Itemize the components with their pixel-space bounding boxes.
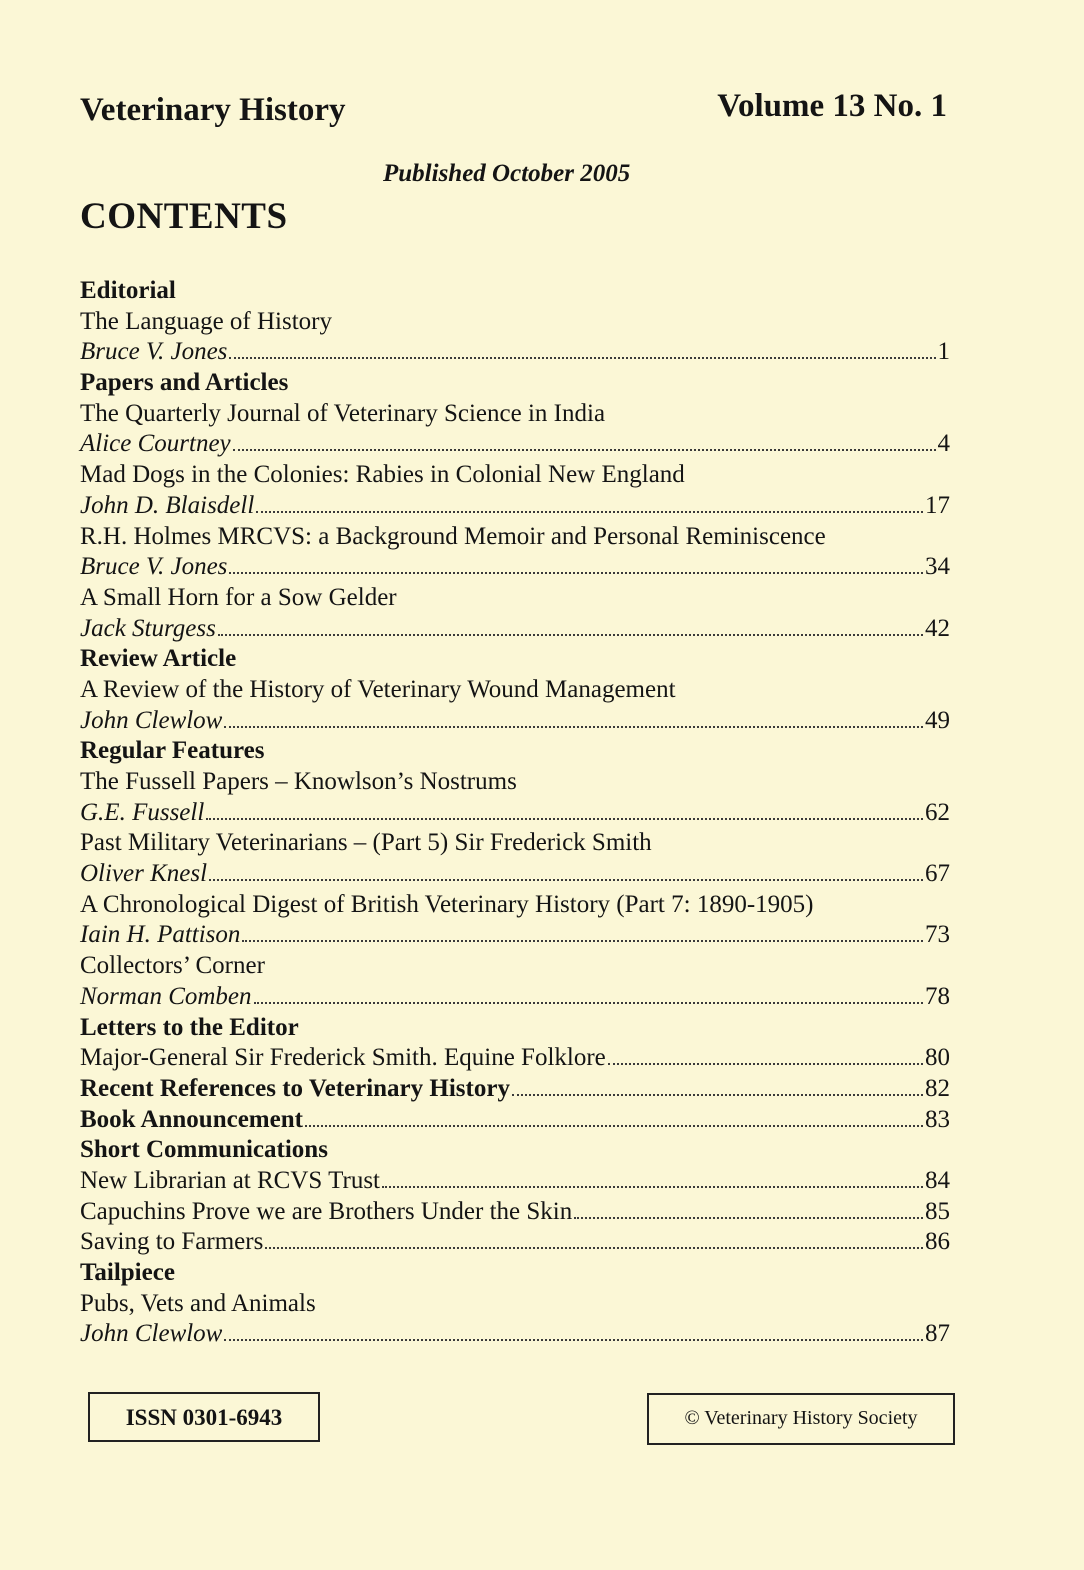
entry-title: Capuchins Prove we are Brothers Under the Skin xyxy=(80,1197,573,1225)
journal-title: Veterinary History xyxy=(80,92,346,128)
toc-author-row xyxy=(80,552,950,583)
author-name: Iain H. Pattison xyxy=(80,921,241,949)
publication-date: Published October 2005 xyxy=(383,160,631,187)
dot-leader xyxy=(265,1246,923,1249)
dot-leader xyxy=(256,510,923,513)
page-number: 4 xyxy=(937,430,950,458)
page-number: 42 xyxy=(925,614,950,642)
page-number: 78 xyxy=(925,982,950,1010)
article-title: The Language of History xyxy=(80,307,333,335)
dot-leader xyxy=(608,1062,923,1065)
page-number: 73 xyxy=(925,921,950,949)
article-title: Collectors’ Corner xyxy=(80,952,265,980)
article-title: The Quarterly Journal of Veterinary Science in India xyxy=(80,399,606,427)
toc-article-title xyxy=(80,675,950,706)
toc-author-row xyxy=(80,1319,950,1350)
author-name: Jack Sturgess xyxy=(80,614,216,642)
section-label: Short Communications xyxy=(80,1136,328,1164)
section-label: Book Announcement xyxy=(80,1105,303,1133)
toc-section-heading xyxy=(80,1258,950,1289)
author-name: Bruce V. Jones xyxy=(80,338,228,366)
toc-section-entry-row xyxy=(80,1105,950,1136)
copyright-box: © Veterinary History Society xyxy=(647,1393,955,1445)
toc-author-row xyxy=(80,491,950,522)
article-title: A Small Horn for a Sow Gelder xyxy=(80,583,397,611)
page-number: 17 xyxy=(925,491,950,519)
author-name: Bruce V. Jones xyxy=(80,553,228,581)
article-title: Pubs, Vets and Animals xyxy=(80,1289,316,1317)
page-number: 82 xyxy=(925,1074,950,1102)
section-label: Editorial xyxy=(80,277,176,304)
dot-leader xyxy=(218,633,923,636)
toc-article-title xyxy=(80,460,950,491)
section-label: Review Article xyxy=(80,645,237,673)
dot-leader xyxy=(305,1124,923,1127)
toc-entry-row xyxy=(80,1166,950,1197)
toc-article-title xyxy=(80,890,950,921)
article-title: Past Military Veterinarians – (Part 5) Sir Frederick Smith xyxy=(80,829,652,857)
entry-title: New Librarian at RCVS Trust xyxy=(80,1166,380,1194)
page-number: 86 xyxy=(925,1228,950,1256)
author-name: Oliver Knesl xyxy=(80,860,208,888)
toc-author-row xyxy=(80,706,950,737)
dot-leader xyxy=(233,448,936,451)
toc-section-heading xyxy=(80,276,950,307)
toc-author-row xyxy=(80,859,950,890)
article-title: R.H. Holmes MRCVS: a Background Memoir and Personal Reminiscence xyxy=(80,522,826,550)
page-number: 84 xyxy=(925,1166,950,1194)
page-number: 83 xyxy=(925,1105,950,1133)
section-label: Letters to the Editor xyxy=(80,1013,299,1041)
toc-author-row xyxy=(80,337,950,368)
section-label: Recent References to Veterinary History xyxy=(80,1074,510,1102)
toc-author-row xyxy=(80,614,950,645)
toc-article-title xyxy=(80,522,950,553)
entry-title: Major-General Sir Frederick Smith. Equine Folklore xyxy=(80,1044,606,1072)
author-name: John Clewlow xyxy=(80,1320,223,1348)
toc-author-row xyxy=(80,429,950,460)
article-title: Mad Dogs in the Colonies: Rabies in Colonial New England xyxy=(80,461,685,489)
dot-leader xyxy=(242,939,923,942)
toc-entry-row xyxy=(80,1197,950,1228)
section-label: Tailpiece xyxy=(80,1259,175,1286)
dot-leader xyxy=(229,571,923,574)
toc-author-row xyxy=(80,798,950,829)
author-name: G.E. Fussell xyxy=(80,798,205,826)
article-title: The Fussell Papers – Knowlson’s Nostrums xyxy=(80,768,517,795)
toc-article-title xyxy=(80,828,950,859)
toc-section-heading xyxy=(80,368,950,399)
page-number: 62 xyxy=(925,798,950,826)
toc-article-title xyxy=(80,307,950,338)
author-name: Alice Courtney xyxy=(80,430,231,458)
toc-section-heading xyxy=(80,1013,950,1044)
article-title: A Review of the History of Veterinary Wound Management xyxy=(80,675,676,703)
page-number: 85 xyxy=(925,1197,950,1225)
table-of-contents xyxy=(80,276,950,1350)
toc-section-heading xyxy=(80,644,950,675)
toc-article-title xyxy=(80,399,950,430)
section-label: Regular Features xyxy=(80,737,265,765)
toc-article-title xyxy=(80,951,950,982)
author-name: John D. Blaisdell xyxy=(80,491,255,519)
toc-article-title xyxy=(80,583,950,614)
dot-leader xyxy=(574,1216,923,1219)
dot-leader xyxy=(229,356,935,359)
toc-section-entry-row xyxy=(80,1074,950,1105)
page-number: 67 xyxy=(925,860,950,888)
author-name: Norman Comben xyxy=(80,982,252,1010)
page-number: 34 xyxy=(925,553,950,581)
toc-section-heading xyxy=(80,736,950,767)
dot-leader xyxy=(209,878,923,881)
toc-author-row xyxy=(80,982,950,1013)
contents-heading: CONTENTS xyxy=(80,196,288,237)
toc-author-row xyxy=(80,920,950,951)
toc-article-title xyxy=(80,1289,950,1320)
toc-article-title xyxy=(80,767,950,798)
issn-box: ISSN 0301-6943 xyxy=(88,1392,320,1442)
page-number: 1 xyxy=(937,338,950,366)
page-number: 49 xyxy=(925,706,950,734)
dot-leader xyxy=(206,817,923,820)
page-number: 87 xyxy=(925,1320,950,1348)
article-title: A Chronological Digest of British Veterinary History (Part 7: 1890-1905) xyxy=(80,890,814,918)
volume-number: Volume 13 No. 1 xyxy=(717,88,947,124)
page-number: 80 xyxy=(925,1044,950,1072)
dot-leader xyxy=(382,1185,923,1188)
dot-leader xyxy=(224,1338,923,1341)
toc-entry-row xyxy=(80,1227,950,1258)
toc-entry-row xyxy=(80,1043,950,1074)
dot-leader xyxy=(224,725,923,728)
author-name: John Clewlow xyxy=(80,706,223,734)
section-label: Papers and Articles xyxy=(80,369,289,397)
dot-leader xyxy=(512,1093,923,1096)
dot-leader xyxy=(254,1001,923,1004)
toc-section-heading xyxy=(80,1135,950,1166)
entry-title: Saving to Farmers xyxy=(80,1228,264,1256)
